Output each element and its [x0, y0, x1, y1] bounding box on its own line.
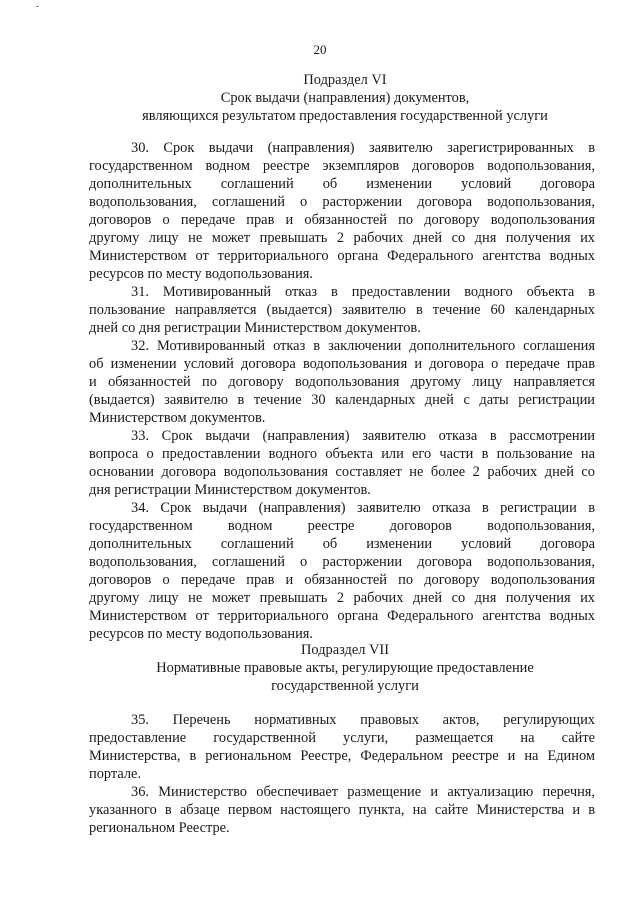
paragraph-line: об изменении условий договора водопользования и договора о передаче прав: [89, 356, 595, 372]
subsection-label: Подраздел VII: [301, 642, 389, 658]
paragraph-line: ресурсов по месту водопользования.: [89, 626, 313, 642]
paragraph-line: основании договора водопользования составляет не более 2 рабочих дней со: [89, 464, 595, 480]
paragraph-line: 32. Мотивированный отказ в заключении дополнительного соглашения: [131, 338, 595, 354]
paragraph-line: 34. Срок выдачи (направления) заявителю отказа в регистрации в: [131, 500, 595, 516]
paragraph-line: Министерством от территориального органа Федерального агентства водных: [89, 608, 595, 624]
section-title-line: Срок выдачи (направления) документов,: [220, 90, 470, 106]
paragraph-line: водопользования, соглашений о расторжении договора водопользования,: [89, 194, 595, 210]
paragraph-line: предоставление государственной услуги, размещается на сайте: [89, 730, 595, 746]
section-title-line: являющихся результатом предоставления государственной услуги: [142, 108, 548, 124]
paragraph-line: вопроса о предоставлении водного объекта или его части в пользование на: [89, 446, 595, 462]
paragraph-line: (выдается) заявителю в течение 30 календарных дней с даты регистрации: [89, 392, 595, 408]
paragraph-line: Министерством от территориального органа Федерального агентства водных: [89, 248, 595, 264]
paragraph-36: [89, 783, 595, 837]
paragraph-32: [89, 337, 595, 427]
paragraph-line: Министерством документов.: [89, 410, 266, 426]
section-heading-vi: [80, 71, 610, 125]
paragraph-30: [89, 139, 595, 283]
paragraph-line: и обязанностей по договору водопользования другому лицу направляется: [89, 374, 595, 390]
paragraph-line: дополнительных соглашений об изменении условий договора: [89, 536, 595, 552]
paragraph-line: пользование направляется (выдается) заявителю в течение 60 календарных: [89, 302, 595, 318]
page-number: 20: [313, 42, 327, 57]
section-title-line: Нормативные правовые акты, регулирующие предоставление: [156, 660, 534, 676]
paragraph-line: государственном водном реестре договоров водопользования,: [89, 518, 595, 534]
paragraph-line: 33. Срок выдачи (направления) заявителю отказа в рассмотрении: [131, 428, 595, 444]
paragraph-line: 36. Министерство обеспечивает размещение и актуализацию перечня,: [131, 784, 595, 800]
section-title-line: государственной услуги: [271, 678, 419, 694]
subsection-label: Подраздел VI: [303, 72, 387, 88]
paragraph-line: указанного в абзаце первом настоящего пункта, на сайте Министерства и в: [89, 802, 595, 818]
paragraph-34: [89, 499, 595, 643]
paragraph-line: водопользования, соглашений о расторжении договора водопользования,: [89, 554, 595, 570]
paragraph-35: [89, 711, 595, 783]
paragraph-line: ресурсов по месту водопользования.: [89, 266, 313, 282]
paragraph-line: государственном водном реестре экземпляров договоров водопользования,: [89, 158, 595, 174]
paragraph-line: договоров о передаче прав и обязанностей по договору водопользования: [89, 572, 595, 588]
paragraph-line: другому лицу не может превышать 2 рабочих дней со дня получения их: [89, 230, 595, 246]
paragraph-line: дней со дня регистрации Министерством документов.: [89, 320, 421, 336]
paragraph-31: [89, 283, 595, 337]
paragraph-line: 31. Мотивированный отказ в предоставлении водного объекта в: [131, 284, 595, 300]
paragraph-line: договоров о передаче прав и обязанностей по договору водопользования: [89, 212, 595, 228]
paragraph-line: дня регистрации Министерством документов.: [89, 482, 371, 498]
scan-mark: [36, 6, 39, 7]
paragraph-line: региональном Реестре.: [89, 820, 230, 836]
section-heading-vii: [80, 641, 610, 695]
paragraph-line: 35. Перечень нормативных правовых актов, регулирующих: [131, 712, 595, 728]
paragraph-33: [89, 427, 595, 499]
paragraph-line: 30. Срок выдачи (направления) заявителю зарегистрированных в: [131, 140, 595, 156]
paragraph-line: другому лицу не может превышать 2 рабочих дней со дня получения их: [89, 590, 595, 606]
paragraph-line: Министерства, в региональном Реестре, Федеральном реестре и на Едином: [89, 748, 595, 764]
paragraph-line: портале.: [89, 766, 142, 782]
paragraph-line: дополнительных соглашений об изменении условий договора: [89, 176, 595, 192]
